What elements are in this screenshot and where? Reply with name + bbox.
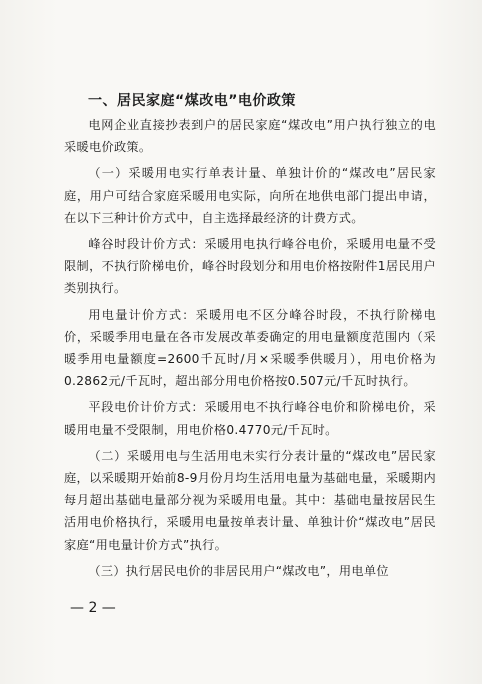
- paragraph-item-1: （一）采暖用电实行单表计量、单独计价的“煤改电”居民家庭，用户可结合家庭采暖用电实际，向所在地供电部门提出申请，在以下三种计价方式中，自主选择最经济的计费方式。: [64, 166, 436, 225]
- paragraph-item-3: （三）执行居民电价的非居民用户“煤改电”，用电单位: [88, 563, 389, 578]
- document-body: [64, 92, 436, 586]
- paragraph-flat-pricing: 平段电价计价方式：采暖用电不执行峰谷电价和阶梯电价，采暖用电量不受限制，用电价格0.4770元/千瓦时。: [64, 400, 436, 437]
- paragraph-item-2: （二）采暖用电与生活用电未实行分表计量的“煤改电”居民家庭，以采暖期开始前8-9月份月均生活用电量为基础电量，采暖期内每月超出基础电量部分视为采暖用电量。其中：基础电量按居民生活用电价格执行，采暖用电量按单表计量、单独计价“煤改电”居民家庭“用电量计价方式”执行。: [64, 448, 436, 552]
- section-heading: 一、居民家庭“煤改电”电价政策: [88, 93, 296, 109]
- paragraph-peak-valley-pricing: 峰谷时段计价方式：采暖用电执行峰谷电价，采暖用电量不受限制，不执行阶梯电价，峰谷时段划分和用电价格按附件1居民用户类别执行。: [64, 237, 436, 296]
- page-number: — 2 —: [70, 600, 116, 616]
- paragraph-usage-pricing: 用电量计价方式：采暖用电不区分峰谷时段，不执行阶梯电价，采暖季用电量在各市发展改革委确定的用电量额度范围内（采暖季用电量额度=2600千瓦时/月×采暖季供暖月），用电价格为0.2862元/千瓦时，超出部分用电价格按0.507元/千瓦时执行。: [64, 307, 436, 389]
- paragraph-intro: 电网企业直接抄表到户的居民家庭“煤改电”用户执行独立的电采暖电价政策。: [64, 118, 436, 155]
